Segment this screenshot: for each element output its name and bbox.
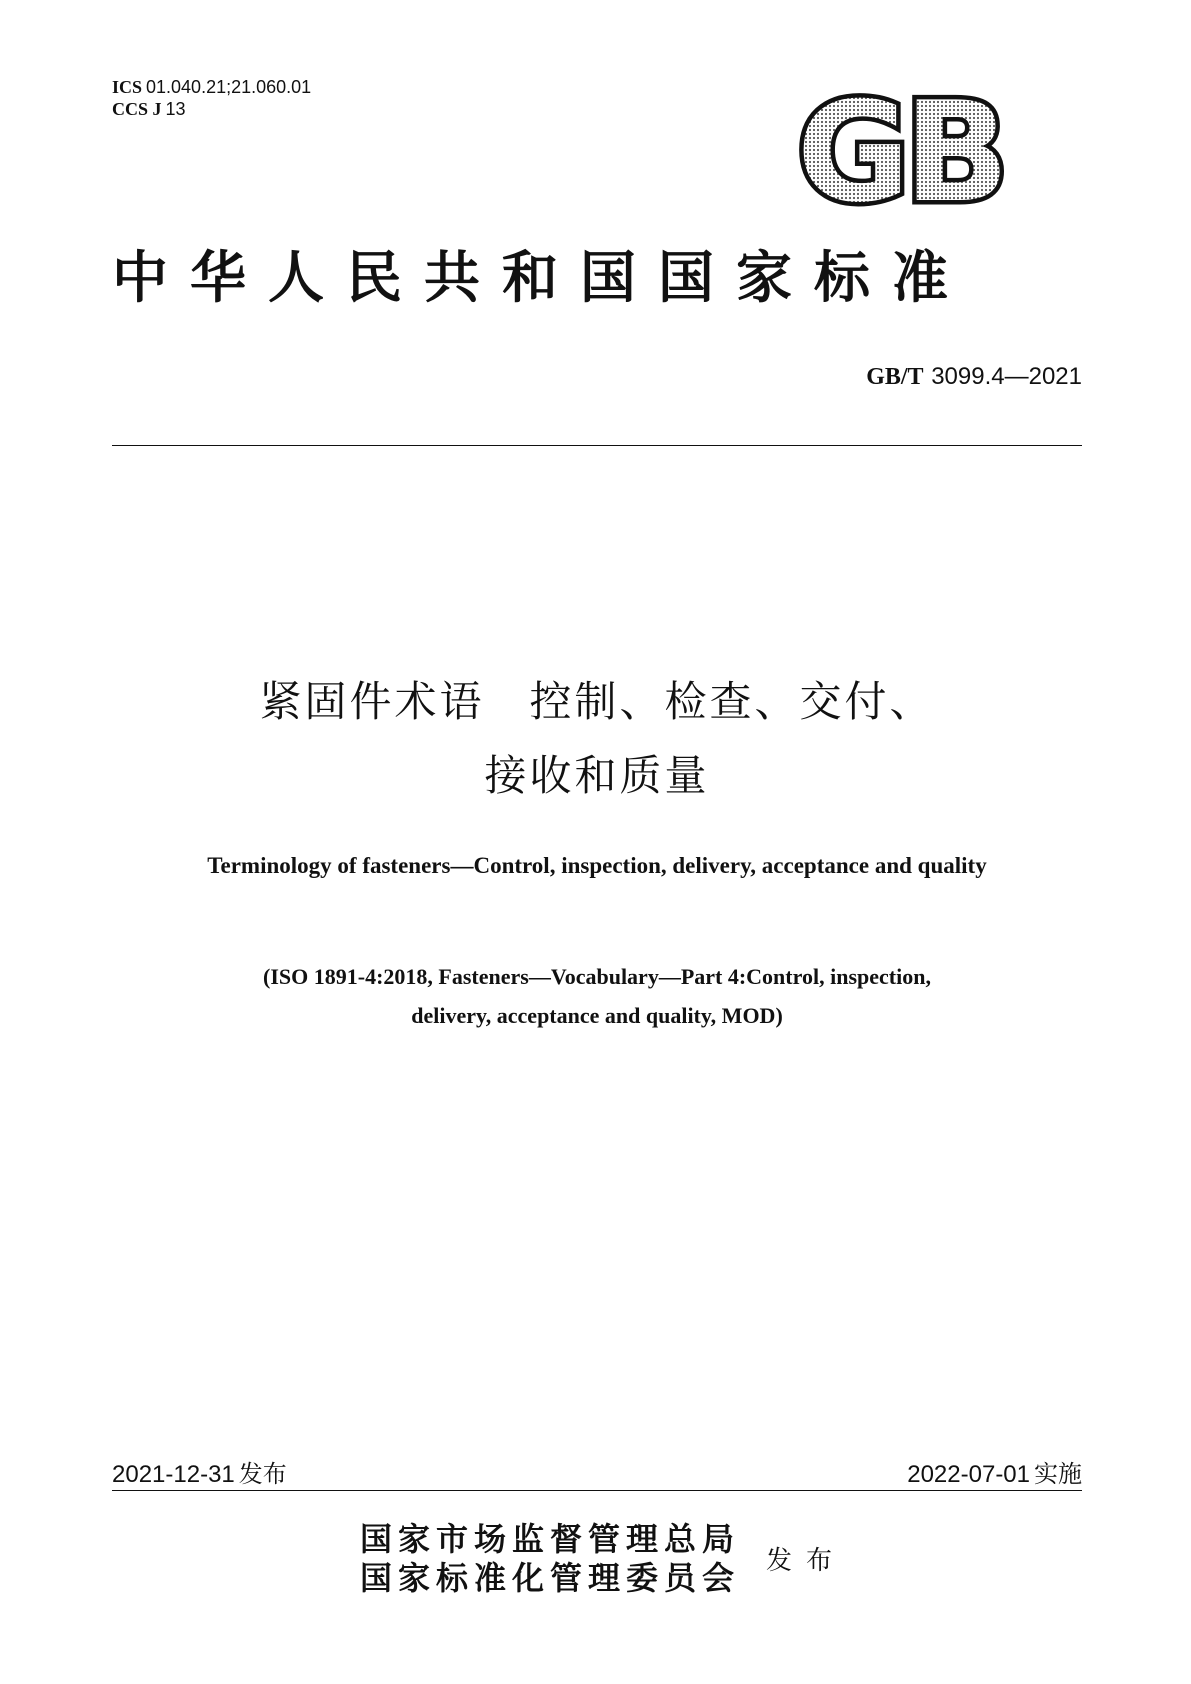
standard-number [866, 362, 1082, 391]
publish-label: 发布 [766, 1546, 847, 1576]
ics-value: 01.040.21;21.060.01 [146, 77, 312, 97]
ccs-line [112, 98, 311, 120]
classification-codes [112, 76, 311, 120]
issue-date-value: 2021-12-31 [112, 1461, 235, 1488]
implementation-date-label: 实施 [1034, 1460, 1082, 1488]
publisher-samr: 国家市场监督管理总局 [360, 1520, 741, 1558]
publisher-sac: 国家标准化管理委员会 [360, 1559, 741, 1597]
implementation-date-value: 2022-07-01 [907, 1461, 1030, 1488]
gb-logo-lettering [797, 88, 1003, 213]
ccs-value: 13 [165, 99, 186, 119]
issue-date-label: 发布 [238, 1460, 287, 1488]
bottom-divider [112, 1490, 1082, 1491]
iso-reference-line1: (ISO 1891-4:2018, Fasteners—Vocabulary—Part 4:Control, inspection, [263, 964, 931, 989]
title-cn-line1: 紧固件术语 控制、检查、交付、 [259, 677, 935, 726]
ccs-class: J [152, 99, 162, 119]
standard-code: 3099.4—2021 [931, 363, 1082, 390]
gb-logo [780, 88, 1020, 213]
ics-line [112, 76, 311, 98]
iso-reference-line2: delivery, acceptance and quality, MOD) [411, 1003, 783, 1028]
gb-logo-text: GB [796, 88, 1004, 213]
standard-prefix: GB/T [866, 364, 924, 390]
title-cn-line2: 接收和质量 [484, 751, 710, 800]
top-divider [112, 445, 1082, 446]
national-standard-title: 中华人民共和国国家标准 [112, 246, 970, 311]
ccs-label: CCS [112, 99, 149, 119]
implementation-date [907, 1454, 1082, 1489]
issue-date [112, 1454, 287, 1489]
title-en: Terminology of fasteners—Control, inspection, delivery, acceptance and quality [207, 853, 987, 878]
ics-label: ICS [112, 77, 143, 97]
